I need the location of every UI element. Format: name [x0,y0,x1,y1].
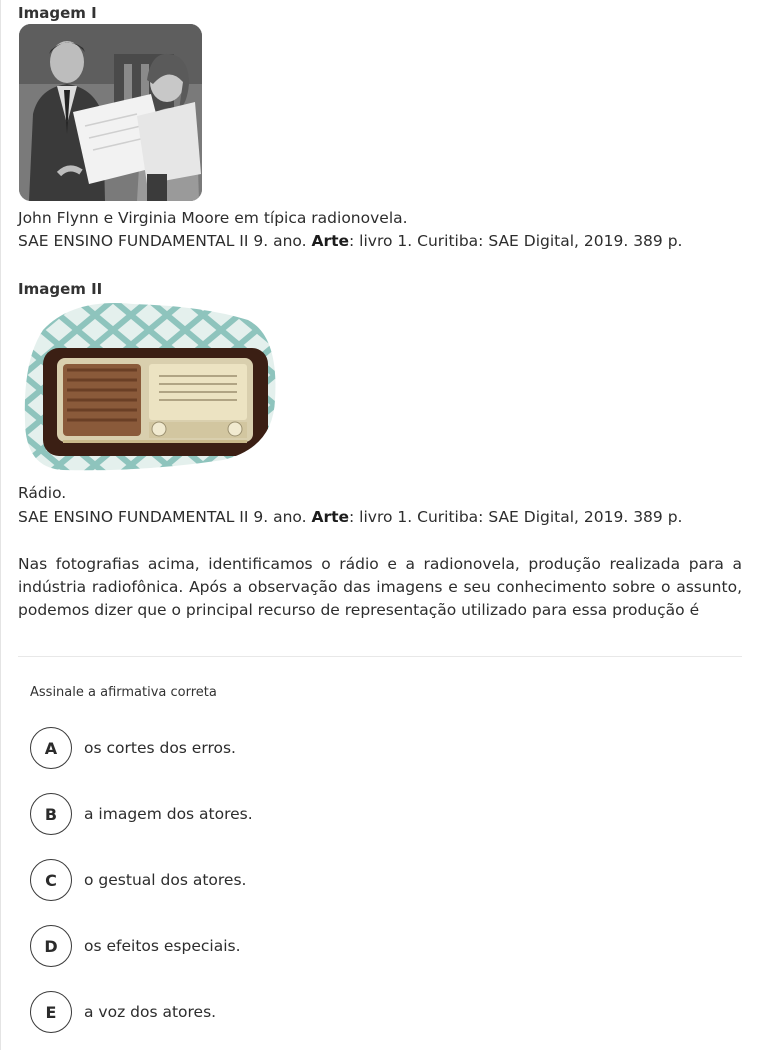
option-c[interactable] [30,858,246,902]
option-a-text: os cortes dos erros. [84,739,236,757]
radionovela-photo [19,24,202,201]
question-stem: Nas fotografias acima, identificamos o rádio e a radionovela, produção realizada para a indústria radiofônica. Após a observação das imagens e seu conhecimento sobre o assunto, podemos dizer que o principal recurso de representação utilizado para essa produção é [18,555,742,619]
image2-source-bold: Arte [311,508,350,526]
option-d-letter[interactable]: D [30,925,72,967]
divider [18,656,742,657]
image1-source [18,231,682,251]
image2-source-suffix: : livro 1. Curitiba: SAE Digital, 2019. 389 p. [349,508,683,526]
option-a-letter[interactable]: A [30,727,72,769]
radio-photo-illustration [23,300,277,472]
image1-source-suffix: : livro 1. Curitiba: SAE Digital, 2019. 389 p. [349,232,683,250]
option-d[interactable] [30,924,241,968]
option-a[interactable] [30,726,236,770]
image2-source [18,507,682,527]
image1-title: Imagem I [18,4,97,22]
radionovela-photo-illustration [19,24,202,201]
option-d-text: os efeitos especiais. [84,937,241,955]
option-b-letter[interactable]: B [30,793,72,835]
option-c-text: o gestual dos atores. [84,871,247,889]
image1-source-bold: Arte [311,232,350,250]
option-b[interactable] [30,792,253,836]
option-c-letter[interactable]: C [30,859,72,901]
option-e-letter[interactable]: E [30,991,72,1033]
image2-caption: Rádio. [18,484,67,502]
radio-photo [23,300,277,472]
left-border [0,0,1,1050]
option-e[interactable] [30,990,216,1034]
image1-source-prefix: SAE ENSINO FUNDAMENTAL II 9. ano. [18,232,312,250]
image2-title: Imagem II [18,280,103,298]
option-e-text: a voz dos atores. [84,1003,217,1021]
image1-caption: John Flynn e Virginia Moore em típica radionovela. [18,209,408,227]
instruction-label: Assinale a afirmativa correta [30,685,217,700]
option-b-text: a imagem dos atores. [84,805,253,823]
image2-source-prefix: SAE ENSINO FUNDAMENTAL II 9. ano. [18,508,312,526]
